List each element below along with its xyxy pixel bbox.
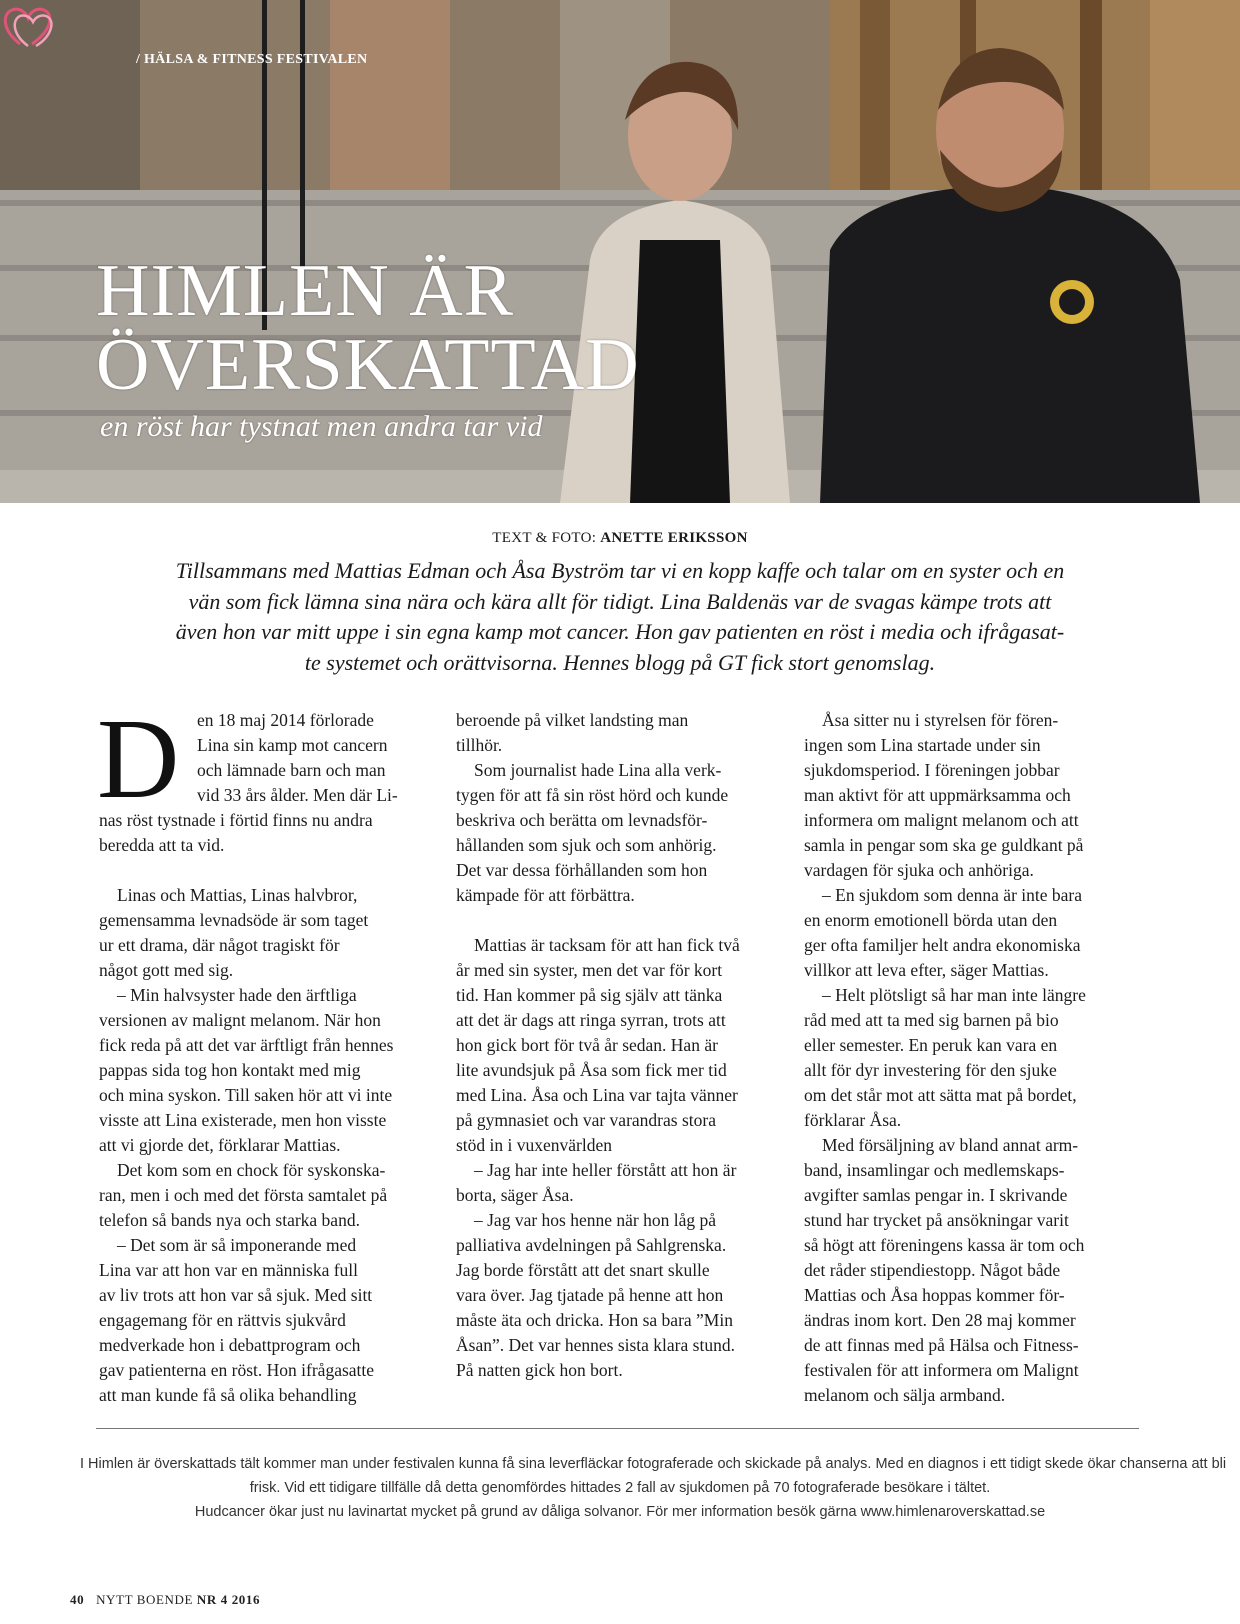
text-line: – Jag har inte heller förstått att hon är xyxy=(474,1160,737,1180)
text-line: – Helt plötsligt så har man inte längre xyxy=(822,985,1086,1005)
text-line: Mattias och Åsa hoppas kommer för- xyxy=(804,1285,1065,1305)
text-line: – En sjukdom som denna är inte bara xyxy=(822,885,1083,905)
page-subtitle: en röst har tystnat men andra tar vid xyxy=(100,410,543,443)
text-line: borta, säger Åsa. xyxy=(456,1185,574,1205)
note-line: frisk. Vid ett tidigare tillfälle då detta genomfördes hittades 2 fall av sjukdomen på 70 fotograferade besökare i tältet. xyxy=(249,1480,991,1496)
text-line: så högt att föreningens kassa är tom och xyxy=(804,1235,1085,1255)
text-line: Som journalist hade Lina alla verk- xyxy=(474,760,722,780)
text-line: att det är dags att ringa syrran, trots att xyxy=(456,1010,726,1030)
text-line: Med försäljning av bland annat arm- xyxy=(822,1135,1079,1155)
double-heart-icon xyxy=(0,0,62,50)
text-line: och mina syskon. Till saken hör att vi inte xyxy=(99,1085,393,1105)
text-line: stöd in i vuxenvärlden xyxy=(456,1135,613,1155)
text-line: hållanden som sjuk och som anhörig. xyxy=(456,835,717,855)
note-line: Hudcancer ökar just nu lavinartat mycket på grund av dåliga solvanor. För mer information besök gärna www.himlenaroverskattad.se xyxy=(194,1504,1046,1520)
text-line: medverkade hon i debattprogram och xyxy=(99,1335,361,1355)
text-line: kämpade för att förbättra. xyxy=(456,885,635,905)
title-line-2: ÖVERSKATTAD xyxy=(96,324,640,406)
text-line: På natten gick hon bort. xyxy=(456,1360,623,1380)
text-line: avgifter samlas pengar in. I skrivande xyxy=(804,1185,1068,1205)
page-number: 40 xyxy=(70,1592,85,1607)
page-folio xyxy=(70,1592,260,1608)
intro-line: Tillsammans med Mattias Edman och Åsa Byström tar vi en kopp kaffe och talar om en syster och en xyxy=(175,558,1065,583)
text-line: något gott med sig. xyxy=(99,960,234,980)
text-line: år med sin syster, men det var för kort xyxy=(456,960,723,980)
text-line: en 18 maj 2014 förlorade xyxy=(197,710,374,730)
article-column-1 xyxy=(99,708,419,1408)
text-line: samla in pengar som ska ge guldkant på xyxy=(804,835,1084,855)
paragraph-gap xyxy=(456,908,776,933)
text-line: Mattias är tacksam för att han fick två xyxy=(474,935,740,955)
text-line: beroende på vilket landsting man xyxy=(456,710,689,730)
text-line: på gymnasiet och var varandras stora xyxy=(456,1110,716,1130)
text-line: man aktivt för att uppmärksamma och xyxy=(804,785,1071,805)
text-line: lite avundsjuk på Åsa som fick mer tid xyxy=(456,1060,727,1080)
issue-label: NR 4 2016 xyxy=(196,1592,261,1607)
text-line: att man kunde få så olika behandling xyxy=(99,1385,357,1405)
paragraph-gap xyxy=(99,858,419,883)
text-line: pappas sida tog hon kontakt med mig xyxy=(99,1060,361,1080)
text-line: och lämnade barn och man xyxy=(197,760,386,780)
text-line: vara över. Jag tjatade på henne att hon xyxy=(456,1285,724,1305)
byline-author: ANETTE ERIKSSON xyxy=(600,530,748,546)
text-line: visste att Lina existerade, men hon visste xyxy=(99,1110,387,1130)
text-line: råd med att ta med sig barnen på bio xyxy=(804,1010,1059,1030)
text-line: gav patienterna en röst. Hon ifrågasatte xyxy=(99,1360,375,1380)
intro-line: te systemet och orättvisorna. Hennes blogg på GT fick stort genomslag. xyxy=(304,649,936,675)
text-line: ur ett drama, där något tragiskt för xyxy=(99,935,340,955)
text-line: Det kom som en chock för syskonska- xyxy=(117,1160,386,1180)
text-line: av liv trots att hon var så sjuk. Med sitt xyxy=(99,1285,373,1305)
text-line: Lina var att hon var en människa full xyxy=(99,1260,359,1280)
magazine-name: NYTT BOENDE xyxy=(96,1592,194,1607)
text-line: stund har trycket på ansökningar varit xyxy=(804,1210,1069,1230)
text-line: allt för dyr investering för den sjuke xyxy=(804,1060,1057,1080)
text-line: att vi gjorde det, förklarar Mattias. xyxy=(99,1135,341,1155)
section-label: / HÄLSA & FITNESS FESTIVALEN xyxy=(136,52,368,67)
text-line: måste äta och dricka. Hon sa bara ”Min xyxy=(456,1310,733,1330)
text-line: Jag borde förstått att det snart skulle xyxy=(456,1260,710,1280)
text-line: beskriva och berätta om levnadsför- xyxy=(456,810,708,830)
text-line: melanom och sälja armband. xyxy=(804,1385,1006,1405)
text-line: eller semester. En peruk kan vara en xyxy=(804,1035,1058,1055)
text-line: ran, men i och med det första samtalet på xyxy=(99,1185,388,1205)
intro-paragraph xyxy=(88,556,1152,678)
text-line: nas röst tystnade i förtid finns nu andra xyxy=(99,810,373,830)
text-line: tygen för att få sin röst hörd och kunde xyxy=(456,785,729,805)
hero-photo xyxy=(0,0,1240,503)
text-line: Lina sin kamp mot cancern xyxy=(197,735,388,755)
text-line: band, insamlingar och medlemskaps- xyxy=(804,1160,1065,1180)
drop-cap: D xyxy=(97,695,180,822)
text-line: fick reda på att det var ärftligt från hennes xyxy=(99,1035,394,1055)
divider xyxy=(96,1428,1139,1429)
article-column-2 xyxy=(456,708,776,1383)
text-line: engagemang för en rättvis sjukvård xyxy=(99,1310,346,1330)
text-line: tillhör. xyxy=(456,735,503,755)
text-line: villkor att leva efter, säger Mattias. xyxy=(804,960,1049,980)
text-line: Linas och Mattias, Linas halvbror, xyxy=(117,885,358,905)
text-line: tid. Han kommer på sig själv att tänka xyxy=(456,985,723,1005)
text-line: palliativa avdelningen på Sahlgrenska. xyxy=(456,1235,727,1255)
text-line: vardagen för sjuka och anhöriga. xyxy=(804,860,1034,880)
info-note xyxy=(80,1452,1227,1524)
text-line: ändras inom kort. Den 28 maj kommer xyxy=(804,1310,1076,1330)
text-line: gemensamma levnadsöde är som taget xyxy=(99,910,369,930)
text-line: – Det som är så imponerande med xyxy=(117,1235,357,1255)
text-line: Det var dessa förhållanden som hon xyxy=(456,860,708,880)
text-line: om det står mot att sätta mat på bordet, xyxy=(804,1085,1077,1105)
text-line: informera om malignt melanom och att xyxy=(804,810,1079,830)
text-line: med Lina. Åsa och Lina var tajta vänner xyxy=(456,1085,738,1105)
text-line: en enorm emotionell börda utan den xyxy=(804,910,1058,930)
intro-line: vän som fick lämna sina nära och kära allt för tidigt. Lina Baldenäs var de svagas kämpe trots att xyxy=(188,588,1052,614)
intro-line: även hon var mitt uppe i sin egna kamp mot cancer. Hon gav patienten en röst i media och ifrågasat- xyxy=(175,619,1065,644)
text-line: ger ofta familjer helt andra ekonomiska xyxy=(804,935,1081,955)
title-line-1: HIMLEN ÄR xyxy=(96,250,515,332)
text-line: ingen som Lina startade under sin xyxy=(804,735,1041,755)
text-line: hon gick bort för två år sedan. Han är xyxy=(456,1035,718,1055)
text-line: vid 33 års ålder. Men där Li- xyxy=(197,785,398,805)
text-line: Åsa sitter nu i styrelsen för fören- xyxy=(822,710,1059,730)
article-column-3 xyxy=(804,708,1144,1408)
text-line: versionen av malignt melanom. När hon xyxy=(99,1010,381,1030)
text-line: sjukdomsperiod. I föreningen jobbar xyxy=(804,760,1060,780)
text-line: de att finnas med på Hälsa och Fitness- xyxy=(804,1335,1079,1355)
text-line: Åsan”. Det var hennes sista klara stund. xyxy=(456,1335,735,1355)
text-line: festivalen för att informera om Malignt xyxy=(804,1360,1079,1380)
text-line: beredda att ta vid. xyxy=(99,835,225,855)
text-line: – Min halvsyster hade den ärftliga xyxy=(117,985,357,1005)
text-line: förklarar Åsa. xyxy=(804,1110,902,1130)
byline xyxy=(0,530,1240,547)
text-line: telefon så bands nya och starka band. xyxy=(99,1210,360,1230)
text-line: det råder stipendiestopp. Något både xyxy=(804,1260,1061,1280)
page-title xyxy=(96,250,640,406)
note-line: I Himlen är överskattads tält kommer man under festivalen kunna få sina leverfläckar fotograferade och skickade på analys. Med en diagnos i ett tidigt skede ökar chanserna att bli xyxy=(80,1456,1227,1472)
byline-prefix: TEXT & FOTO: xyxy=(492,530,597,546)
text-line: – Jag var hos henne när hon låg på xyxy=(474,1210,717,1230)
